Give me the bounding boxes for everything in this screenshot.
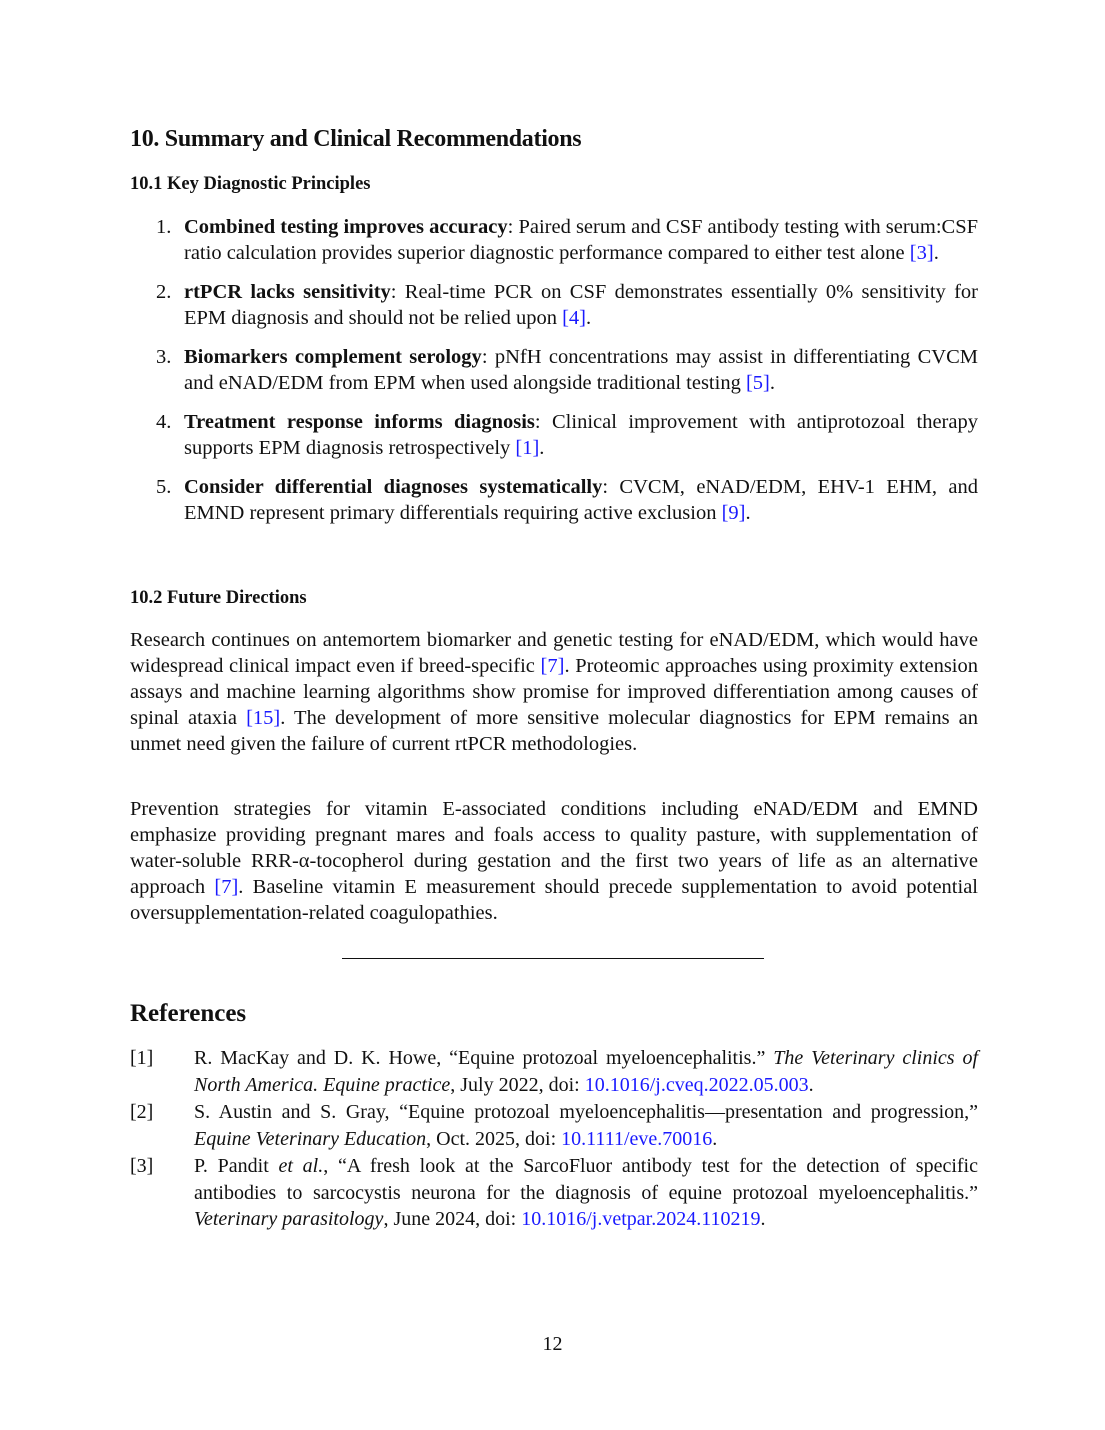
- citation-link[interactable]: [7]: [214, 876, 239, 898]
- citation-link[interactable]: [1]: [515, 437, 540, 459]
- reference-title: , “A fresh look at the SarcoFluor antibody test for the detection of specific antibodies to sarcocystis neurona for the diagnosis of equine protozoal myeloencephalitis.”: [194, 1155, 978, 1204]
- reference-label: [3]: [130, 1155, 154, 1177]
- citation-link[interactable]: [9]: [721, 502, 746, 524]
- doi-link[interactable]: 10.1016/j.vetpar.2024.110219: [521, 1208, 761, 1230]
- reference-item: [130, 1099, 978, 1152]
- reference-label: [1]: [130, 1047, 154, 1069]
- text: Prevention strategies for vitamin E-associated conditions including eNAD/EDM and EMND emphasize providing pregnant mares and foals access to quality pasture, with supplementation of water-soluble RRR-α-tocopherol during gestation and the first two years of life as an alternative approach: [130, 798, 978, 898]
- subsection-title-key-principles: 10.1 Key Diagnostic Principles: [130, 174, 371, 194]
- subsection-title-future-directions: 10.2 Future Directions: [130, 588, 307, 608]
- list-number: 1.: [156, 216, 172, 238]
- text: Research continues on antemortem biomarker and genetic testing for eNAD/EDM, which would have widespread clinical impact even if breed-specific: [130, 629, 978, 677]
- punctuation: .: [745, 502, 751, 524]
- item-heading: Treatment response informs diagnosis: [184, 411, 535, 433]
- item-text: : Real-time PCR on CSF demonstrates essentially 0% sensitivity for EPM diagnosis and should not be relied upon: [184, 281, 978, 329]
- text: . The development of more sensitive molecular diagnostics for EPM remains an unmet need given the failure of current rtPCR methodologies.: [130, 707, 978, 755]
- item-heading: Consider differential diagnoses systematically: [184, 476, 603, 498]
- reference-date: , July 2022, doi:: [450, 1073, 585, 1096]
- reference-authors: R. MacKay and D. K. Howe, “Equine protozoal myeloencephalitis.”: [194, 1047, 774, 1069]
- text: . Baseline vitamin E measurement should precede supplementation to avoid potential oversupplementation-related coagulopathies.: [130, 876, 978, 924]
- page-number: 12: [542, 1333, 563, 1355]
- item-text: : pNfH concentrations may assist in differentiating CVCM and eNAD/EDM from EPM when used alongside traditional testing: [184, 346, 978, 394]
- reference-authors: P. Pandit: [194, 1155, 279, 1177]
- item-heading: Biomarkers complement serology: [184, 346, 482, 368]
- reference-etal: et al.: [278, 1155, 324, 1177]
- reference-journal: Equine Veterinary Education: [194, 1127, 427, 1150]
- punctuation: .: [760, 1208, 766, 1230]
- references-title: References: [130, 1000, 247, 1027]
- doi-link[interactable]: 10.1016/j.cveq.2022.05.003: [584, 1073, 809, 1096]
- reference-authors: S. Austin and S. Gray, “Equine protozoal myeloencephalitis—presentation and progression,”: [194, 1101, 978, 1123]
- reference-date: , Oct. 2025, doi:: [426, 1127, 562, 1150]
- punctuation: .: [586, 307, 592, 329]
- doi-link[interactable]: 10.1111/eve.70016: [561, 1127, 713, 1150]
- section-title: 10. Summary and Clinical Recommendations: [130, 126, 582, 152]
- item-heading: Combined testing improves accuracy: [184, 216, 508, 238]
- reference-item: [130, 1045, 978, 1098]
- reference-item: [130, 1153, 978, 1233]
- list-item: [130, 214, 978, 266]
- principles-list: [130, 214, 978, 539]
- citation-link[interactable]: [15]: [246, 707, 281, 729]
- citation-link[interactable]: [5]: [745, 372, 770, 394]
- reference-label: [2]: [130, 1101, 154, 1123]
- punctuation: .: [769, 372, 775, 394]
- item-text: : CVCM, eNAD/EDM, EHV-1 EHM, and EMND represent primary differentials requiring active exclusion: [184, 476, 978, 524]
- list-item: [130, 474, 978, 526]
- references-list: [130, 1045, 978, 1234]
- list-number: 2.: [156, 281, 172, 303]
- text: . Proteomic approaches using proximity extension assays and machine learning algorithms show promise for improved differentiation among causes of spinal ataxia: [130, 655, 978, 729]
- paragraph-prevention: [130, 796, 978, 926]
- item-heading: rtPCR lacks sensitivity: [184, 281, 391, 303]
- list-item: [130, 279, 978, 331]
- list-number: 5.: [156, 476, 172, 498]
- citation-link[interactable]: [4]: [562, 307, 586, 329]
- punctuation: .: [712, 1127, 718, 1150]
- citation-link[interactable]: [3]: [909, 242, 934, 264]
- citation-link[interactable]: [7]: [540, 655, 565, 677]
- list-number: 3.: [156, 346, 172, 368]
- list-item: [130, 344, 978, 396]
- reference-date: , June 2024, doi:: [383, 1208, 522, 1230]
- item-text: : Clinical improvement with antiprotozoal therapy supports EPM diagnosis retrospectively: [184, 411, 978, 459]
- list-number: 4.: [156, 411, 172, 433]
- list-item: [130, 409, 978, 461]
- reference-journal: The Veterinary clinics of North America. Equine practice: [194, 1047, 978, 1096]
- punctuation: .: [808, 1073, 814, 1096]
- punctuation: .: [539, 437, 545, 459]
- reference-journal: Veterinary parasitology: [194, 1208, 384, 1230]
- item-text: : Paired serum and CSF antibody testing with serum:CSF ratio calculation provides superior diagnostic performance compared to either test alone: [184, 216, 979, 264]
- section-divider: [342, 958, 764, 959]
- paragraph-research: [130, 627, 978, 757]
- punctuation: .: [933, 242, 939, 264]
